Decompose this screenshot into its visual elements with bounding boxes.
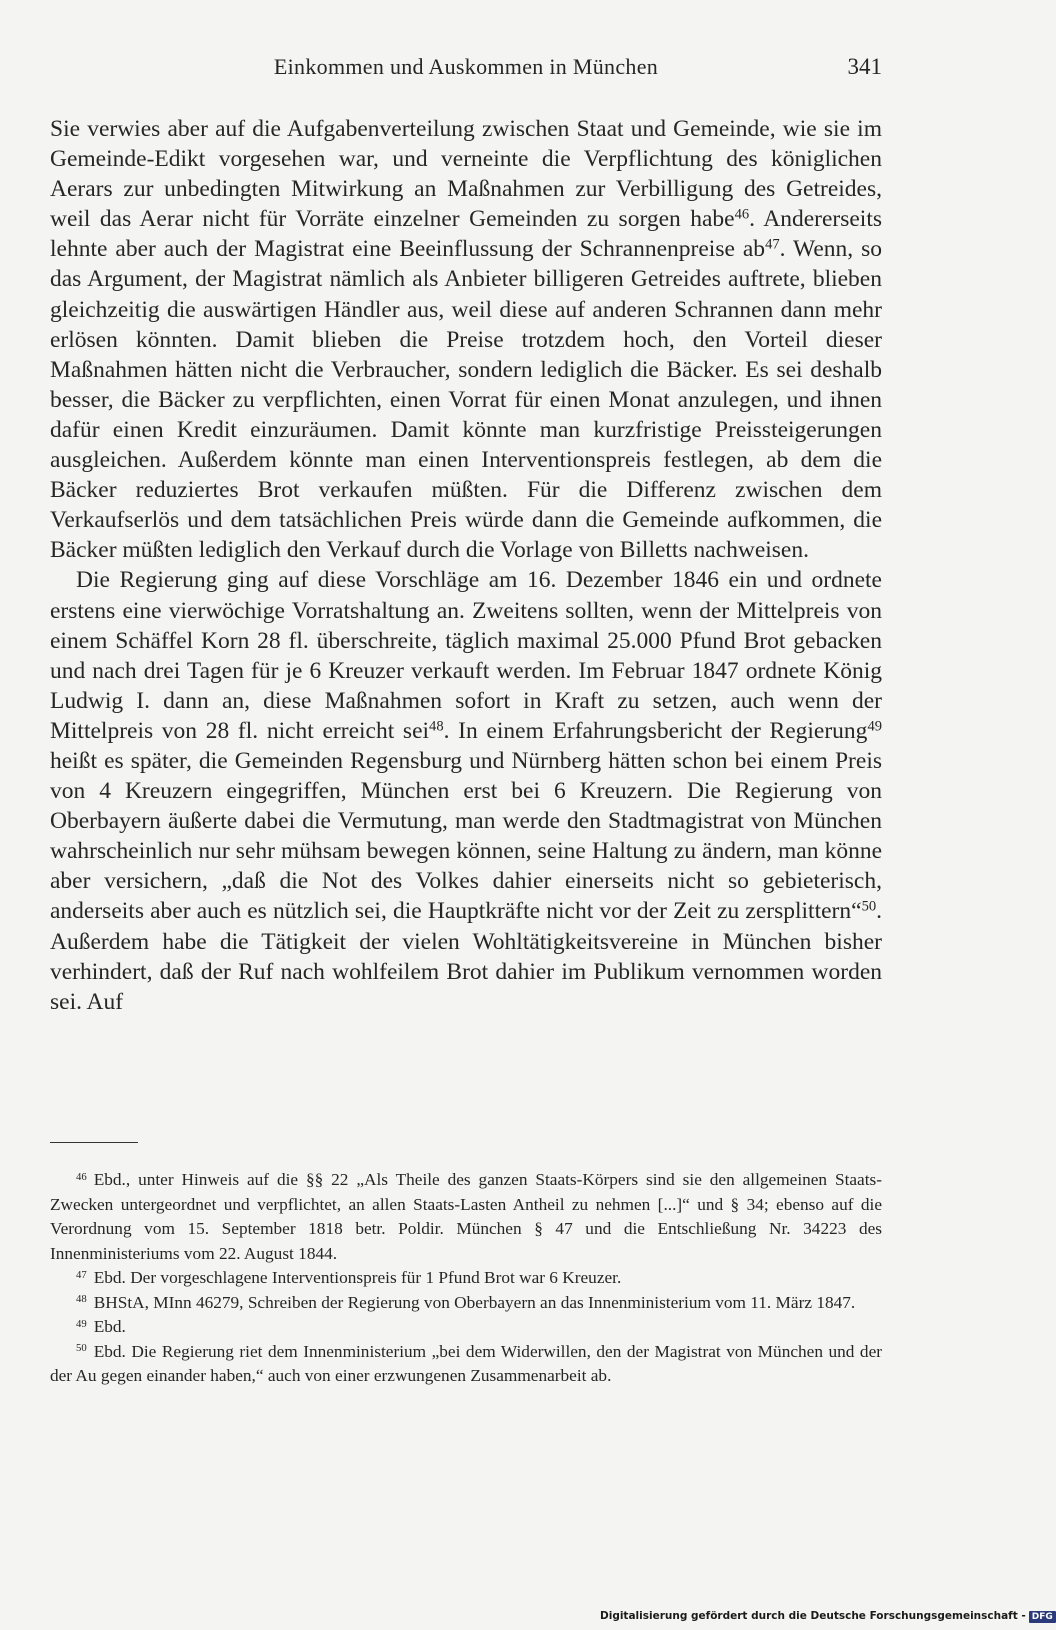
footnotes bbox=[50, 1168, 882, 1389]
body-text bbox=[50, 114, 882, 1017]
footnote-49 bbox=[50, 1315, 882, 1340]
paragraph-2 bbox=[50, 565, 882, 1016]
text-run: Die Regierung ging auf diese Vorschläge am 16. Dezember 1846 ein und ordnete erstens eine vierwöchige Vorratshaltung an. Zweitens sollten, wenn der Mittelpreis von einem Schäffel Korn 28 fl. überschreite, täglich maximal 25.000 Pfund Brot gebacken und nach drei Tagen für je 6 Kreuzer verkauft werden. Im Februar 1847 ordnete König Ludwig I. dann an, diese Maßnahmen sofort in Kraft zu setzen, auch wenn der Mittelpreis von 28 fl. nicht erreicht sei bbox=[50, 567, 882, 744]
footnote-number: 46 bbox=[76, 1170, 87, 1183]
digitization-note: Digitalisierung gefördert durch die Deutsche Forschungsgemeinschaft - bbox=[600, 1610, 1026, 1622]
footnote-text: Ebd. Der vorgeschlagene Interventionspreis für 1 Pfund Brot war 6 Kreuzer. bbox=[93, 1268, 622, 1287]
page-number: 341 bbox=[847, 54, 882, 79]
dfg-logo: DFG bbox=[1029, 1611, 1056, 1623]
footnote-text: BHStA, MInn 46279, Schreiben der Regierung von Oberbayern an das Innenministerium vom 11. März 1847. bbox=[93, 1292, 856, 1312]
footnote-number: 48 bbox=[76, 1293, 87, 1306]
text-run: . Außerdem habe die Tätigkeit der vielen Wohltätigkeitsvereine in München bisher verhindert, daß der Ruf nach wohlfeilem Brot dahier im Publikum vernommen worden sei. Auf bbox=[50, 898, 882, 1015]
footnote-ref-50[interactable]: 50 bbox=[861, 899, 877, 916]
text-run: heißt es später, die Gemeinden Regensburg und Nürnberg hätten schon bei einem Preis von 4 Kreuzern eingegriffen, München erst bei 6 Kreuzern. Die Regierung von Oberbayern äußerte dabei die Vermutung, man werde den Stadtmagistrat von München wahrscheinlich nur sehr mühsam bewegen können, seine Haltung zu ändern, man könne aber versichern, „daß die Not des Volkes dahier einerseits nicht so gebieterisch, anderseits aber auch es nützlich sei, die Hauptkräfte nicht vor der Zeit zu zersplittern“ bbox=[50, 747, 882, 925]
text-run: . Wenn, so das Argument, der Magistrat nämlich als Anbieter billigeren Getreides auftrete, blieben gleichzeitig die auswärtigen Händler aus, weil diese auf anderen Schrannen dann mehr erlösen könnten. Damit blieben die Preise trotzdem hoch, den Vorteil dieser Maßnahmen hätten nicht die Verbraucher, sondern lediglich die Bäcker. Es sei deshalb besser, die Bäcker zu verpflichten, einen Vorrat für einen Monat anzulegen, und ihnen dafür einen Kredit einzuräumen. Damit könnte man kurzfristige Preissteigerungen ausgleichen. Außerdem könnte man einen Interventionspreis festlegen, ab dem die Bäcker reduziertes Brot verkaufen müßten. Für die Differenz zwischen dem Verkaufserlös und dem tatsächlichen Preis würde dann die Gemeinde aufkommen, die Bäcker müßten lediglich den Verkauf durch die Vorlage von Billetts nachweisen. bbox=[50, 236, 883, 564]
footnote-50 bbox=[50, 1340, 882, 1389]
footnote-ref-49[interactable]: 49 bbox=[867, 718, 882, 735]
footnote-number: 49 bbox=[76, 1317, 87, 1330]
footnote-text: Ebd. bbox=[93, 1317, 126, 1336]
footnote-47 bbox=[50, 1266, 882, 1291]
footnote-text: Ebd. Die Regierung riet dem Innenministerium „bei dem Widerwillen, den der Magistrat von München und der der Au gegen einander haben,“ auch von einer erzwungenen Zusammenarbeit ab. bbox=[50, 1341, 882, 1385]
text-run: . Andererseits lehnte aber auch der Magistrat eine Beeinflussung der Schrannenpreise ab bbox=[50, 206, 882, 263]
paragraph-1 bbox=[50, 114, 882, 565]
running-title: Einkommen und Auskommen in München bbox=[273, 54, 659, 79]
footnote-48 bbox=[50, 1291, 882, 1316]
text-run: Sie verwies aber auf die Aufgabenverteilung zwischen Staat und Gemeinde, wie sie im Gemeinde-Edikt vorgesehen war, und verneinte die Verpflichtung des königlichen Aerars zur unbedingten Mitwirkung an Maßnahmen zur Verbilligung des Getreides, weil das Aerar nicht für Vorräte einzelner Gemeinden zu sorgen habe bbox=[50, 116, 882, 233]
digitization-footer bbox=[600, 1610, 1053, 1630]
footnote-text: Ebd., unter Hinweis auf die §§ 22 „Als Theile des ganzen Staats-Körpers sind sie den allgemeinen Staats-Zwecken untergeordnet und verpflichtet, an allen Staats-Lasten Antheil zu nehmen [...]“ und § 34; ebenso auf die Verordnung vom 15. September 1818 betr. Poldir. München § 47 und die Entschließung Nr. 34223 des Innenministeriums vom 22. August 1844. bbox=[50, 1170, 882, 1263]
footnote-ref-48[interactable]: 48 bbox=[429, 718, 444, 735]
footnote-divider bbox=[50, 1142, 138, 1143]
footnote-ref-47[interactable]: 47 bbox=[765, 237, 780, 254]
footnote-number: 50 bbox=[76, 1342, 87, 1355]
text-run: . In einem Erfahrungsbericht der Regierung bbox=[443, 717, 868, 744]
footnote-number: 47 bbox=[76, 1268, 87, 1281]
footnote-ref-46[interactable]: 46 bbox=[734, 207, 750, 223]
page-header bbox=[50, 54, 882, 90]
footnote-46 bbox=[50, 1168, 882, 1266]
